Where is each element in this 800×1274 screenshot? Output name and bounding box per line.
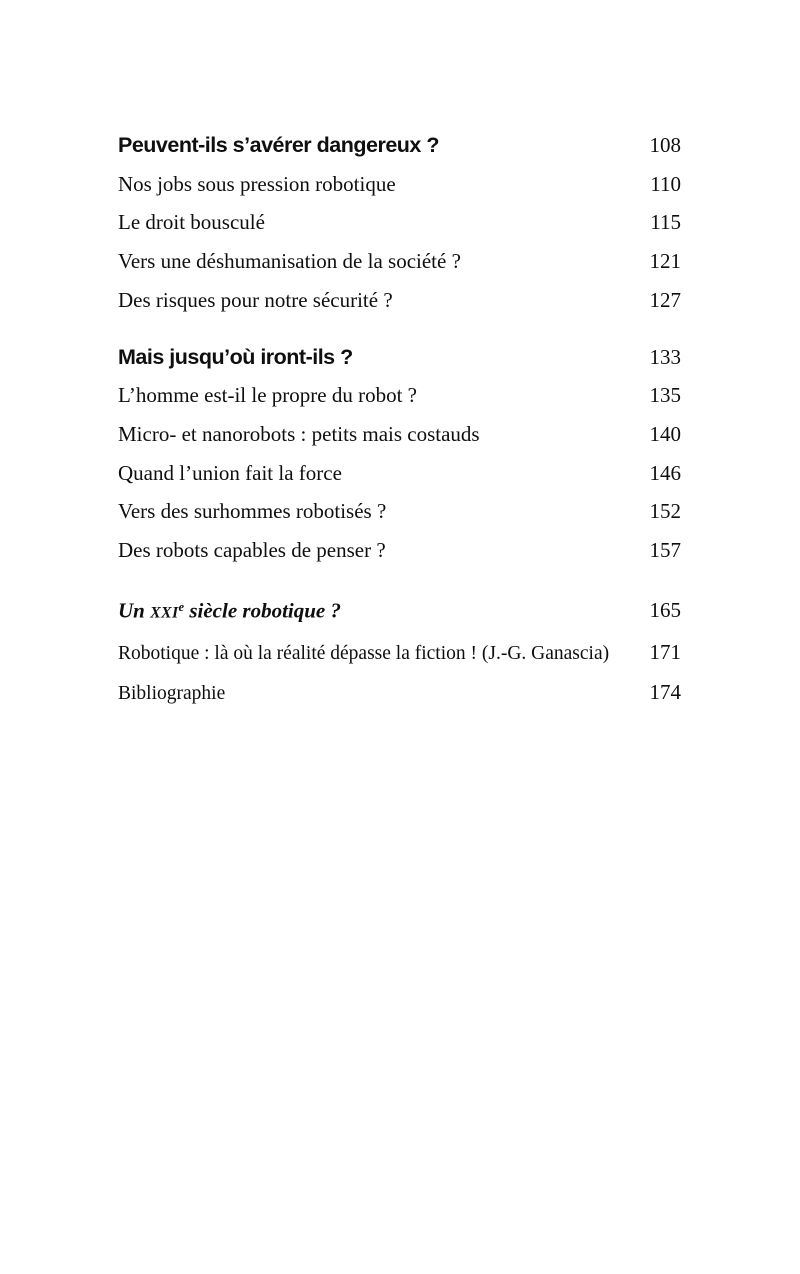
toc-page-number: 115	[650, 210, 681, 235]
toc-heading-pre: Un	[118, 598, 151, 623]
toc-entry	[118, 242, 681, 281]
toc-section-dangereux	[118, 126, 681, 320]
toc-entry-label: Vers une déshumanisation de la société ?	[118, 249, 461, 274]
toc-entry	[118, 376, 681, 415]
toc-page-number: 121	[649, 249, 681, 274]
toc-heading-label	[118, 588, 341, 633]
toc-section-heading	[118, 126, 681, 165]
toc-page-number: 146	[649, 460, 681, 485]
toc-entry-label: Le droit bousculé	[118, 210, 265, 235]
toc-page-number: 157	[649, 538, 681, 563]
toc-page-number: 135	[649, 383, 681, 408]
toc-entry	[118, 492, 681, 531]
toc-heading-post: siècle robotique ?	[184, 598, 341, 623]
toc-entry-label: L’homme est-il le propre du robot ?	[118, 383, 417, 408]
toc-entry	[118, 203, 681, 242]
toc-entry	[118, 415, 681, 454]
toc-heading-ordinal-suffix: e	[178, 599, 185, 614]
toc-entry-label: Quand l’union fait la force	[118, 460, 342, 485]
toc-entry	[118, 454, 681, 493]
toc-entry	[118, 673, 681, 714]
toc-entry-label: Des robots capables de penser ?	[118, 538, 386, 563]
toc-section-heading	[118, 338, 681, 377]
toc-heading-roman-numeral: XXI	[150, 604, 179, 622]
toc-page-number: 152	[649, 499, 681, 524]
toc-page-number: 108	[649, 133, 681, 157]
table-of-contents	[118, 126, 681, 714]
toc-page-number: 174	[649, 680, 681, 705]
toc-heading-label: Peuvent-ils s’avérer dangereux ?	[118, 133, 439, 157]
toc-entry	[118, 633, 681, 674]
toc-entry	[118, 531, 681, 570]
toc-section-iront-ils	[118, 338, 681, 570]
toc-page-number: 127	[649, 287, 681, 312]
toc-page-number: 110	[650, 171, 681, 196]
toc-entry-label: Micro- et nanorobots : petits mais costauds	[118, 421, 480, 446]
toc-section-heading	[118, 588, 681, 633]
toc-entry-label: Bibliographie	[118, 683, 226, 705]
toc-section-xxie-siecle	[118, 588, 681, 714]
toc-entry	[118, 281, 681, 320]
toc-heading-label: Mais jusqu’où iront-ils ?	[118, 344, 353, 369]
toc-page-number: 165	[649, 598, 681, 623]
toc-entry	[118, 165, 681, 204]
toc-entry-label: Robotique : là où la réalité dépasse la fiction ! (J.-G. Ganascia)	[118, 642, 610, 664]
toc-entry-label: Des risques pour notre sécurité ?	[118, 287, 393, 312]
toc-page-number: 133	[649, 344, 681, 369]
toc-page-number: 140	[649, 421, 681, 446]
toc-entry-label: Vers des surhommes robotisés ?	[118, 499, 387, 524]
toc-entry-label: Nos jobs sous pression robotique	[118, 171, 396, 196]
toc-page-number: 171	[649, 639, 681, 664]
